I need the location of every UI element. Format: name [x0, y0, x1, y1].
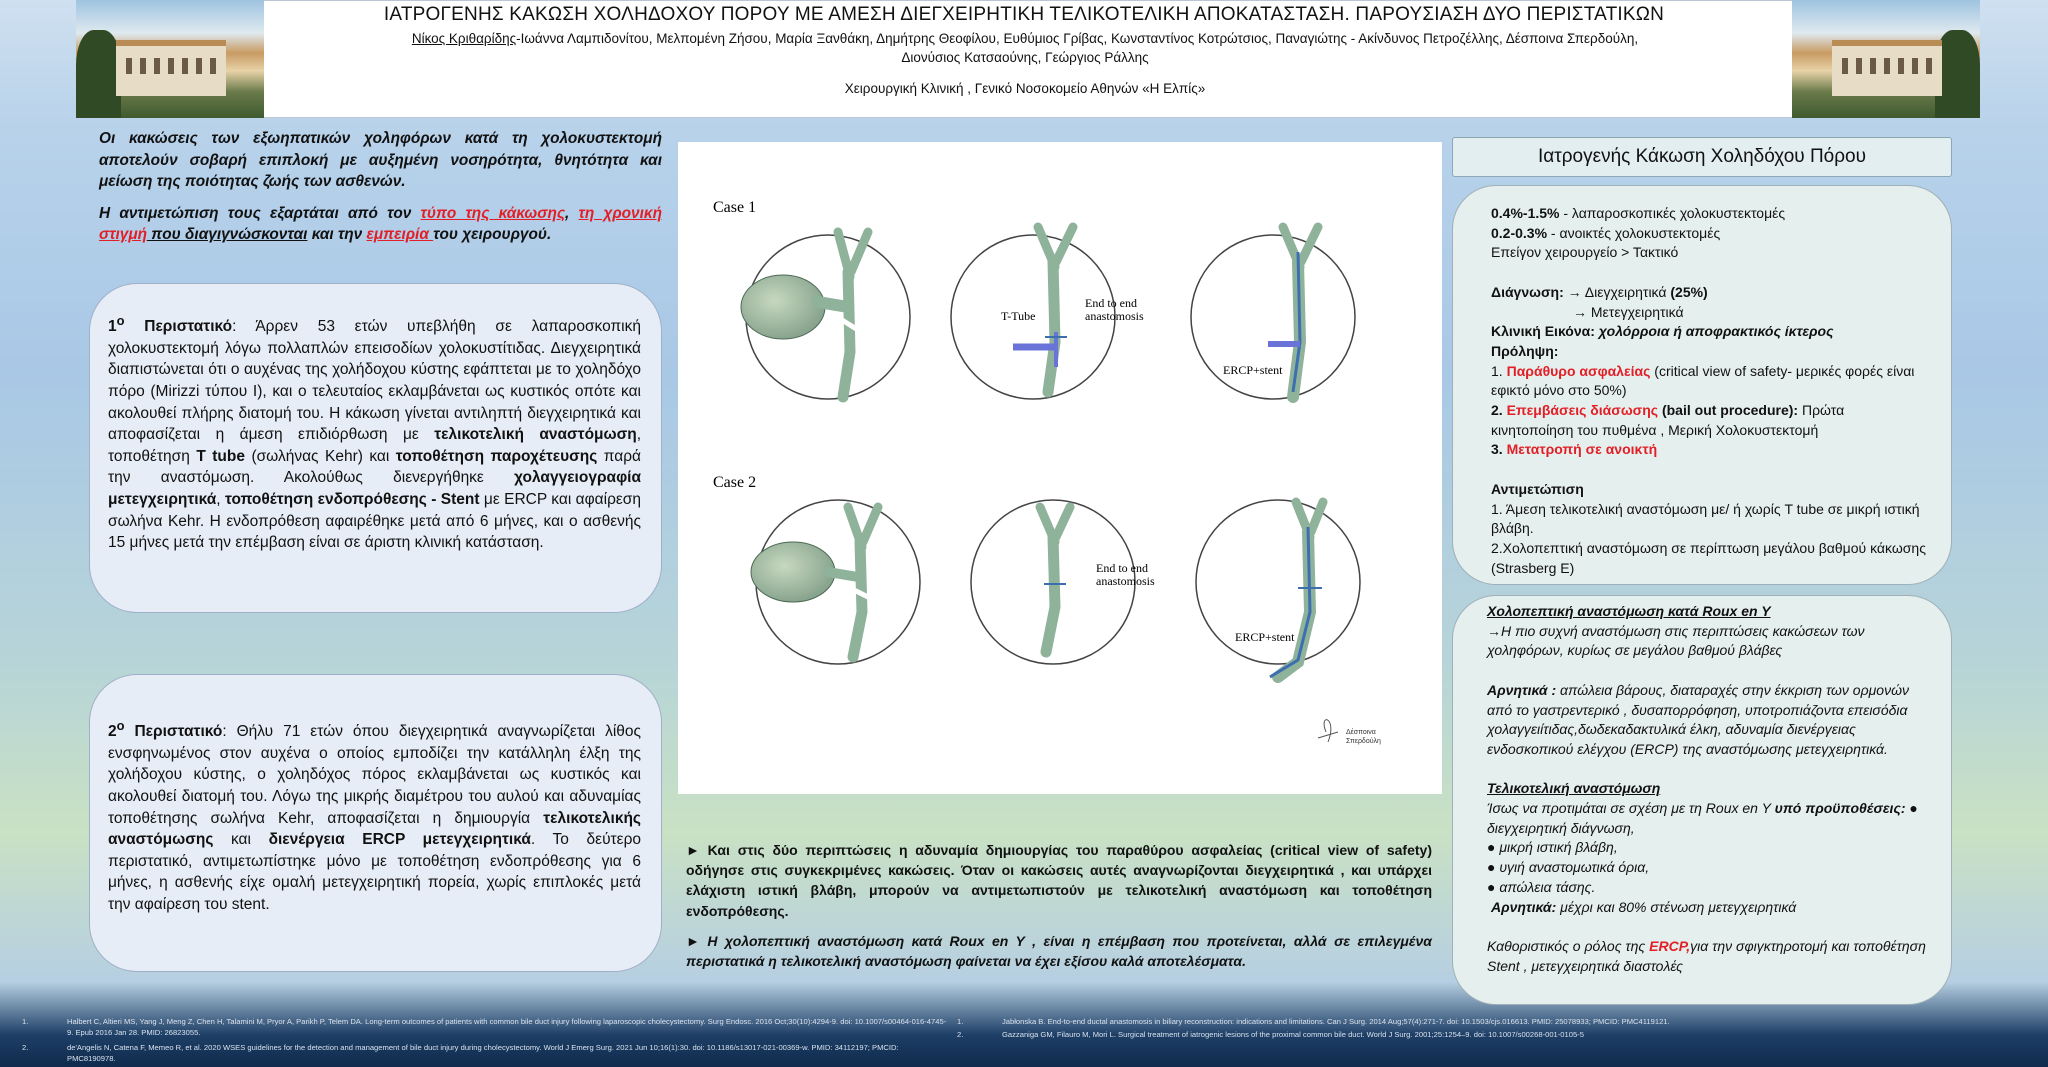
references: 1. Halbert C, Altieri MS, Yang J, Meng Z, Chen H, Talamini M, Pryor A, Parikh P, Telem DA. Long-term outcomes of patients with common bile duct injury following laparoscopic cholecystectomy. Surg Endosc. 2016 Oct;30(10):4294-9. doi: 10.1007/s00464-016-4745-9. Epub 2016 Jan 28. PMID: 26823055. 2. de'Angelis N, Catena F, Memeo R, et al. 2020 WSES guidelines for the detection and management of bile duct injury during cholecystectomy. World J Emerg Surg. 2021 Jun 10;16(1):30. doi: 10.1186/s13017-021-00369-w. PMID: 34112197; PMCID: PMC8190978. 1. Jabłonska B. End-to-end ductal anastomosis in biliary reconstruction: indications and limitations. Can J Surg. 2014 Aug;57(4):271-7. doi: 10.1503/cjs.016613. PMID: 25078933; PMCID: PMC4119121. 2. Gazzaniga GM, Filauro M, Mori L. Surgical treatment of iatrogenic lesions of the proximal common bile duct. World J Surg. 2001;25:1254–9. doi: 10.1007/s00268-001-0105-5 [0, 1010, 2048, 1067]
conclusion-paragraph-1: ► Και στις δύο περιπτώσεις η αδυναμία δημιουργίας του παραθύρου ασφαλείας (critical view of safety) οδήγησε στις συγκεκριμένες κακώσεις. Όταν οι κακώσεις αυτές αναγνωρίζονται διεγχειρητικά , και υπάρχει ελάχιστη ιστική βλάβη, μπορούν να αντιμετωπιστούν με τελικοτελική αναστόμωση και τοποθέτηση ενδοπρόθεσης. [686, 842, 1432, 919]
first-author: Νίκος Κριθαρίδης [411, 31, 517, 46]
t-tube-label: T-Tube [1001, 309, 1036, 323]
intro-paragraph-2: Η αντιμετώπιση τους εξαρτάται από τον τύπο της κάκωσης, τη χρονική στιγμή που διαγιγνώσκονται και την εμπειρία του χειρουργού. [99, 204, 663, 243]
end-to-end-label-1a: End to end [1085, 296, 1137, 310]
case-2-label: Case 2 [713, 474, 757, 491]
intro-paragraph-1: Οι κακώσεις των εξωηπατικών χοληφόρων κατά τη χολοκυστεκτομή αποτελούν σοβαρή επιπλοκή με αυξημένη νοσηρότητα, θνητότητα και μείωση της ποιότητας ζωής των ασθενών. [99, 130, 662, 190]
case-1-ttube-diagram [951, 227, 1144, 399]
reference-4: Gazzaniga GM, Filauro M, Mori L. Surgical treatment of iatrogenic lesions of the proximal common bile duct. World J Surg. 2001;25:1254–9. doi: 10.1007/s00268-001-0105-5 [1002, 1030, 1584, 1039]
conclusion-paragraph-2: ► Η χολοπεπτική αναστόμωση κατά Roux en Y , είναι η επέμβαση που προτείνεται, αλλά σε επιλεγμένα περιστατικά η τελικοτελική αναστόμωση φαίνεται να έχει εξίσου καλά αποτελέσματα. [686, 932, 1432, 970]
reference-2: de'Angelis N, Catena F, Memeo R, et al. 2020 WSES guidelines for the detection and management of bile duct injury during cholecystectomy. World J Emerg Surg. 2021 Jun 10;16(1):30. doi: 10.1186/s13017-021-00369-w. PMID: 34112197; PMCID: PMC8190978. [67, 1043, 899, 1063]
case-1-injury-diagram [741, 232, 910, 399]
authors-line-1: -Ιωάννα Λαμπιδονίτου, Μελπομένη Ζήσου, Μαρία Ξανθάκη, Δημήτρης Θεοφίλου, Ευθύμιος Γρίβας, Κωνσταντίνος Κοτρώτσιος, Παναγιώτης - Ακίνδυνος Πετροζέλλης, Δέσποινα Σπερδούλη, [516, 31, 1639, 46]
illustrator-signature [1318, 720, 1381, 745]
case-2-box: $2^o$ Περιστατικό: Θήλυ 71 ετών όπου διεγχειρητικά αναγνωρίζεται λίθος ενσφηνωμένος στον αυχένα ο οποίος εμποδίζει την κατάλληλη έλξη της χολήδοχου κύστης, ο χοληδόχος πόρος εκλαμβάνεται ως κυστικός και ακολουθεί διατομή του. Λόγω της μικρής διαμέτρου του αυλού και αδυναμίας τοποθέτησης σωλήνα Kehr, αποφασίζεται η δημιουργία τελικοτελικής αναστόμωσης και διενέργεια ERCP μετεγχειρητικά. Το δεύτερο περιστατικό, αντιμετωπίστηκε μόνο με τοποθέτηση ενδοπρόθεσης για 6 μήνες, η ασθενής είχε ομαλή μετεγχειρητική πορεία, χωρίς επιπλοκές μετά την αφαίρεση του stent. [89, 674, 662, 972]
ercp-stent-label-1: ERCP+stent [1223, 363, 1283, 377]
hospital-photo-left [76, 0, 264, 118]
case-1-label: Case 1 [713, 199, 757, 216]
svg-text:Δέσποινα: Δέσποινα [1346, 729, 1376, 736]
intro-text [99, 128, 662, 256]
authors [300, 29, 1750, 67]
affiliation: Χειρουργική Κλινική , Γενικό Νοσοκομείο Αθηνών «Η Ελπίς» [844, 81, 1206, 96]
case-1-heading: $1^o$ Περιστατικό [108, 313, 233, 336]
conclusion-text [686, 840, 1432, 981]
reference-1: Halbert C, Altieri MS, Yang J, Meng Z, Chen H, Talamini M, Pryor A, Parikh P, Telem DA. Long-term outcomes of patients with common bile duct injury following laparoscopic cholecystectomy. Surg Endosc. 2016 Oct;30(10):4294-9. doi: 10.1007/s00464-016-4745-9. Epub 2016 Jan 28. PMID: 26823055. [67, 1017, 947, 1037]
end-to-end-label-1b: anastomosis [1085, 309, 1144, 323]
authors-line-2: Διονύσιος Κατσαούνης, Γεώργιος Ράλλης [901, 50, 1149, 65]
end-to-end-label-2a: End to end [1096, 561, 1148, 575]
end-to-end-label-2b: anastomosis [1096, 574, 1155, 588]
anastomosis-comparison-box: Χολοπεπτική αναστόμωση κατά Roux en Y →Η πιο συχνή αναστόμωση στις περιπτώσεις κακώσεων των χοληφόρων, κυρίως σε μεγάλου βαθμού βλάβες Αρνητικά : απώλεια βάρους, διαταραχές στην έκκριση των ορμονών από το γαστρεντερικό , δυσαπορρόφηση, υποτροπιάζοντα επεισόδια χολαγγειίτιδας,δωδεκαδακτυλικά έλκη, αδυναμία διενέργειας ενδοσκοπικού ελέγχου (ERCP) της αναστόμωσης μετεγχειρητικά. Τελικοτελική αναστόμωση Ίσως να προτιμάται σε σχέση με τη Roux en Y υπό προϋποθέσεις: ● διεγχειρητική διάγνωση, ● μικρή ιστική βλάβη, ● υγιή αναστομωτικά όρια, ● απώλεια τάσης. Αρνητικά: μέχρι και 80% στένωση μετεγχειρητικά Καθοριστικός ο ρόλος της ERCP,για την σφιγκτηροτομή και τοποθέτηση Stent , μετεγχειρητικά διαστολές [1452, 595, 1952, 1005]
poster-title: ΙΑΤΡΟΓΕΝΗΣ ΚΑΚΩΣΗ ΧΟΛΗΔΟΧΟΥ ΠΟΡΟΥ ΜΕ ΑΜΕΣΗ ΔΙΕΓΧΕΙΡΗΤΙΚΗ ΤΕΛΙΚΟΤΕΛΙΚΗ ΑΠΟΚΑΤΑΣΤΑΣΗ. ΠΑΡΟΥΣΙΑΣΗ ΔΥΟ ΠΕΡΙΣΤΑΤΙΚΩΝ [383, 4, 1665, 25]
reference-3: Jabłonska B. End-to-end ductal anastomosis in biliary reconstruction: indications and limitations. Can J Surg. 2014 Aug;57(4):271-7. doi: 10.1503/cjs.016613. PMID: 25078933; PMCID: PMC4119121. [1002, 1017, 1670, 1026]
case-1-box: $1^o$ Περιστατικό: Άρρεν 53 ετών υπεβλήθη σε λαπαροσκοπική χολοκυστεκτομή λόγω πολλαπλών επεισοδίων χολοκυστίτιδας. Διεγχειρητικά διαπιστώνεται ότι ο αυχένας της χολήδοχου κύστης εφάπτεται με το χοληδόχο πόρο (Mirizzi τύπου I), και ο τελευταίος εκλαμβάνεται ως κυστικός οπότε και ακολουθεί πλήρης διατομή του. Η κάκωση γίνεται αντιληπτή διεγχειρητικά και αποφασίζεται η άμεση επιδιόρθωση με τελικοτελική αναστόμωση, τοποθέτηση T tube (σωλήνας Kehr) και τοποθέτηση παροχέτευσης παρά την αναστόμωση. Ακολούθως διενεργήθηκε χολαγγειογραφία μετεγχειρητικά, τοποθέτηση ενδοπρόθεσης - Stent με ERCP και αφαίρεση σωλήνα Kehr. Η ενδοπρόθεση αφαιρέθηκε μετά από 6 μήνες, και ο ασθενής 15 μήνες μετά την επέμβαση είναι σε άριστη κλινική κατάσταση. [89, 283, 662, 613]
surgical-illustration [678, 142, 1442, 794]
case-2-anastomosis-diagram [971, 500, 1155, 664]
right-column-title: Ιατρογενής Κάκωση Χοληδόχου Πόρου [1452, 137, 1952, 177]
bile-duct-injury-summary-box: 0.4%-1.5% - λαπαροσκοπικές χολοκυστεκτομές 0.2-0.3% - ανοικτές χολοκυστεκτομές Επείγον χειρουργείο > Τακτικό Διάγνωση: → Διεγχειρητικά (25%) → Μετεγχειρητικά Κλινική Εικόνα: χολόρροια ή αποφρακτικός ίκτερος Πρόληψη: 1. Παράθυρο ασφαλείας (critical view of safety- μερικές φορές είναι εφικτό μόνο στο 50%) 2. Επεμβάσεις διάσωσης (bail out procedure): Πρώτα κινητοποίηση του πυθμένα , Μερική Χολοκυστεκτομή 3. Μετατροπή σε ανοικτή Αντιμετώπιση 1. Άμεση τελικοτελική αναστόμωση με/ ή χωρίς T tube σε μικρή ιστική βλάβη. 2.Χολοπεπτική αναστόμωση σε περίπτωση μεγάλου βαθμού κάκωσης (Strasberg E) [1452, 185, 1952, 585]
svg-text:Σπερδούλη: Σπερδούλη [1346, 738, 1381, 745]
case-1-stent-diagram [1191, 227, 1355, 399]
ercp-stent-label-2: ERCP+stent [1235, 630, 1295, 644]
hospital-photo-right [1792, 0, 1980, 118]
case-2-injury-diagram [751, 500, 920, 664]
case-2-heading: $2^o$ Περιστατικό [108, 718, 223, 741]
case-2-stent-diagram [1196, 500, 1360, 677]
